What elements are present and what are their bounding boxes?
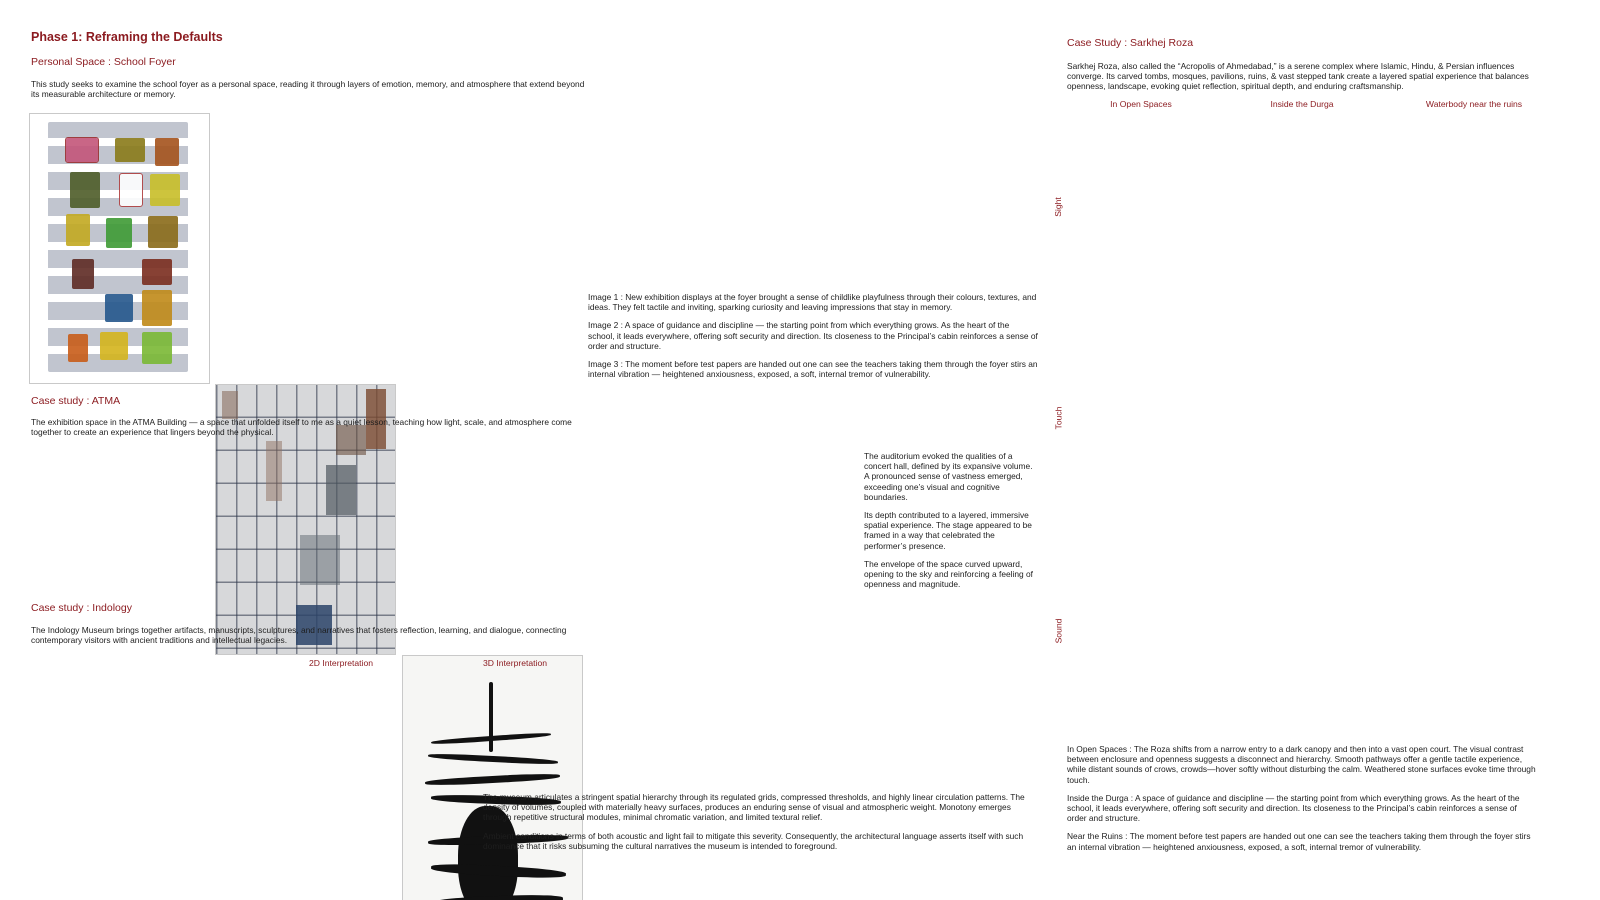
indology-captions xyxy=(483,792,1038,851)
sarkhej-caption-open-spaces: In Open Spaces : The Roza shifts from a narrow entry to a dark canopy and then into a vast open court. The visual contrast between enclosure and openness suggests a disconnect and hierarchy. Smooth pathways offer a gentle tactile experience, while distant sounds of crows, crowds—hover softly without disturbing the calm. Weathered stone surfaces evoke time through touch. xyxy=(1067,744,1536,785)
sarkhej-caption-near-ruins: Near the Ruins : The moment before test papers are handed out one can see the teachers taking them through the foyer stirs an internal vibration — heightened anxiousness, exposed, a soft, internal tremor of vulnerability. xyxy=(1067,831,1531,852)
atma-caption-1: The auditorium evoked the qualities of a concert hall, defined by its expansive volume. A pronounced sense of vastness emerged, exceeding one’s visual and cognitive boundaries. xyxy=(864,451,1033,502)
label-2d-interpretation: 2D Interpretation xyxy=(309,658,374,668)
foyer-caption-2: Image 2 : A space of guidance and discipline — the starting point from which everything grows. As the heart of the school, it leads everywhere, offering soft security and direction. Its closeness to the Principal’s cabin reinforces a sense of order and structure. xyxy=(588,320,1038,351)
atma-intro: The exhibition space in the ATMA Building — a space that unfolded itself to me as a quiet lesson, teaching how light, scale, and atmosphere come together to create an experience that lingers beyond the physical. xyxy=(31,417,572,438)
row-label-sound: Sound xyxy=(1052,618,1063,644)
painting-colour-grid xyxy=(29,113,210,384)
indology-caption-1: The museum articulates a stringent spatial hierarchy through its regulated grids, compressed thresholds, and highly linear circulation patterns. The density of volumes, coupled with materially heavy surfaces, produces an enduring sense of visual and atmospheric weight. Monotony emerges through repetitive structural modules, minimal chromatic variation, and limited textural relief. xyxy=(483,792,1025,823)
painting-ink-strokes xyxy=(402,655,583,900)
column-waterbody: Waterbody near the ruins xyxy=(1425,99,1523,109)
atma-caption-2: Its depth contributed to a layered, immersive spatial experience. The stage appeared to be framed in a way that celebrated the performer’s presence. xyxy=(864,510,1032,551)
atma-heading: Case study : ATMA xyxy=(31,395,121,407)
foyer-captions xyxy=(588,292,1038,379)
atma-captions xyxy=(864,451,1034,589)
foyer-heading: Personal Space : School Foyer xyxy=(31,56,176,68)
foyer-caption-1: Image 1 : New exhibition displays at the foyer brought a sense of childlike playfulness through their colours, textures, and ideas. They felt tactile and inviting, sparking curiosity and leaving impressions that stay in memory. xyxy=(588,292,1037,313)
column-open-spaces: In Open Spaces xyxy=(1110,99,1172,109)
indology-heading: Case study : Indology xyxy=(31,602,132,614)
atma-caption-3: The envelope of the space curved upward, opening to the sky and reinforcing a feeling of openness and magnitude. xyxy=(864,558,1034,590)
page-title: Phase 1: Reframing the Defaults xyxy=(31,30,223,44)
row-label-sight: Sight xyxy=(1053,197,1063,217)
sarkhej-captions xyxy=(1067,744,1537,852)
indology-intro: The Indology Museum brings together artifacts, manuscripts, sculptures, and narratives that fosters reflection, learning, and dialogue, connecting contemporary visitors with ancient traditions and intellectual legacies. xyxy=(31,625,567,646)
column-inside-durga: Inside the Durga xyxy=(1270,99,1334,109)
indology-caption-2: Ambient conditions in terms of both acoustic and light fail to mitigate this severity. Consequently, the architectural language asserts itself with such dominance that it risks subsuming the cultural narratives the museum is intended to foreground. xyxy=(483,830,1024,851)
foyer-caption-3: Image 3 : The moment before test papers are handed out one can see the teachers taking them through the foyer stirs an internal vibration — heightened anxiousness, exposed, a soft, internal tremor of vulnerability. xyxy=(588,359,1038,380)
row-label-touch: Touch xyxy=(1053,406,1063,430)
sarkhej-caption-inside-durga: Inside the Durga : A space of guidance and discipline — the starting point from which everything grows. As the heart of the school, it leads everywhere, offering soft security and direction. Its closeness to the Principal’s cabin reinforces a sense of order and structure. xyxy=(1067,792,1520,824)
sarkhej-intro: Sarkhej Roza, also called the “Acropolis of Ahmedabad,” is a serene complex where Islamic, Hindu, & Persian influences converge. Its carved tombs, mosques, pavilions, ruins, & vast stepped tank create a layered spatial experience that balances openness, landscape, evoking quiet reflection, spiritual depth, and enduring craftsmanship. xyxy=(1067,61,1529,92)
sarkhej-heading: Case Study : Sarkhej Roza xyxy=(1067,37,1194,49)
foyer-intro: This study seeks to examine the school foyer as a personal space, reading it through layers of emotion, memory, and atmosphere that extend beyond its measurable architecture or memory. xyxy=(31,79,585,100)
label-3d-interpretation: 3D Interpretation xyxy=(483,658,548,668)
